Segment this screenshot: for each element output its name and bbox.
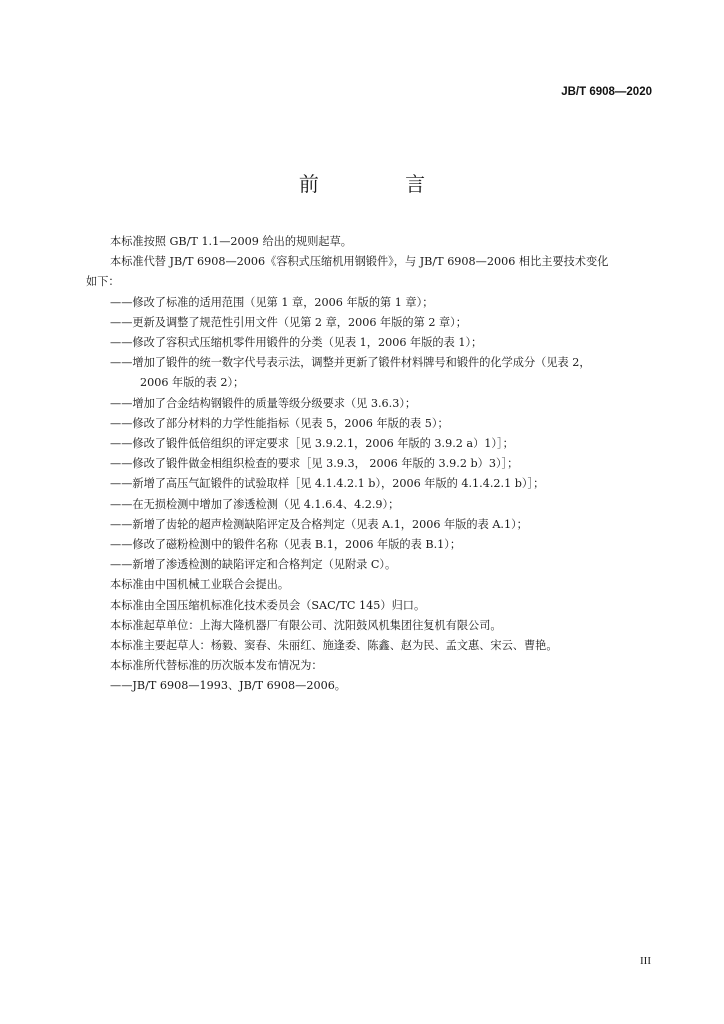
paragraph-replacement-cont: 如下：: [86, 275, 120, 289]
paragraph-centralized: 本标准由全国压缩机标准化技术委员会（SAC/TC 145）归口。: [110, 598, 426, 612]
standard-number: JB/T 6908—2020: [561, 86, 652, 98]
list-item: ——增加了锻件的统一数字代号表示法，调整并更新了锻件材料牌号和锻件的化学成分（见表 2，: [110, 356, 591, 370]
list-item: ——增加了合金结构钢锻件的质量等级分级要求（见 3.6.3）；: [110, 396, 417, 410]
page-number: III: [640, 955, 651, 967]
list-item: ——更新及调整了规范性引用文件（见第 2 章，2006 年版的第 2 章）；: [110, 315, 467, 329]
document-body: [86, 232, 655, 697]
paragraph-history: 本标准所代替标准的历次版本发布情况为：: [110, 659, 323, 673]
list-item: ——修改了标准的适用范围（见第 1 章，2006 年版的第 1 章）；: [110, 295, 434, 309]
list-item: ——在无损检测中增加了渗透检测（见 4.1.6.4、4.2.9）；: [110, 497, 400, 511]
list-item: ——新增了渗透检测的缺陷评定和合格判定（见附录 C）。: [110, 558, 397, 572]
list-item: ——修改了磁粉检测中的锻件名称（见表 B.1，2006 年版的表 B.1）；: [110, 538, 462, 552]
paragraph-drafters: 本标准主要起草人：杨毅、窦春、朱丽红、施逢委、陈鑫、赵为民、孟文惠、宋云、曹艳。: [110, 639, 558, 653]
list-item-continuation: 2006 年版的表 2）；: [140, 376, 245, 390]
list-item: ——修改了锻件做金相组织检查的要求［见 3.9.3， 2006 年版的 3.9.2 b）3）］；: [110, 457, 519, 471]
paragraph-replacement: 本标准代替 JB/T 6908—2006《容积式压缩机用钢锻件》，与 JB/T 6908—2006 相比主要技术变化: [110, 255, 609, 269]
paragraph-drafting-units: 本标准起草单位：上海大隆机器厂有限公司、沈阳鼓风机集团往复机有限公司。: [110, 618, 502, 632]
list-item: ——修改了锻件低倍组织的评定要求［见 3.9.2.1，2006 年版的 3.9.2 a）1）］；: [110, 437, 514, 451]
list-item: ——JB/T 6908—1993、JB/T 6908—2006。: [110, 679, 346, 693]
page-title: 前 言: [298, 172, 466, 196]
list-item: ——修改了容积式压缩机零件用锻件的分类（见表 1，2006 年版的表 1）；: [110, 336, 483, 350]
list-item: ——新增了齿轮的超声检测缺陷评定及合格判定（见表 A.1，2006 年版的表 A.1）；: [110, 517, 528, 531]
list-item: ——新增了高压气缸锻件的试验取样［见 4.1.4.2.1 b），2006 年版的 4.1.4.2.1 b）］；: [110, 477, 545, 491]
paragraph-drafting-rules: 本标准按照 GB/T 1.1—2009 给出的规则起草。: [110, 235, 352, 248]
paragraph-proposer: 本标准由中国机械工业联合会提出。: [110, 578, 290, 592]
list-item: ——修改了部分材料的力学性能指标（见表 5，2006 年版的表 5）；: [110, 416, 449, 430]
